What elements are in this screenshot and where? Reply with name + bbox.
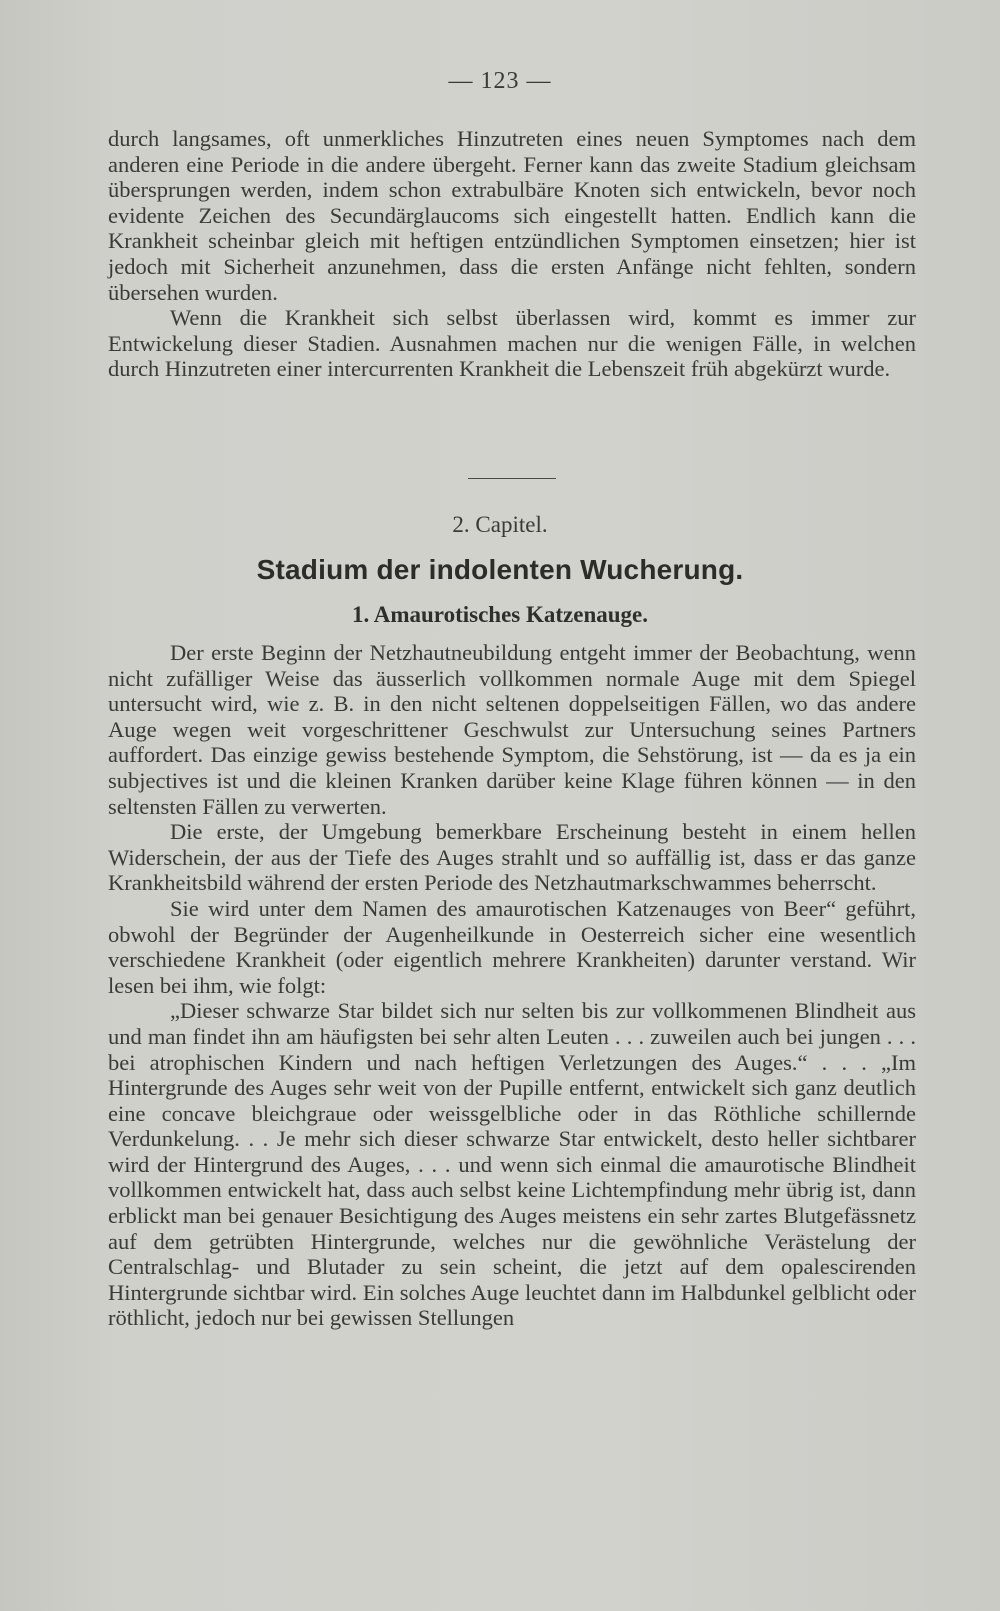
- page-number: — 123 —: [448, 68, 552, 94]
- section-text-block: [108, 640, 916, 1331]
- section-title: 1. Amaurotisches Katzenauge.: [351, 602, 648, 627]
- chapter-title: Stadium der indolenten Wucherung.: [256, 554, 744, 585]
- paragraph-stages: Wenn die Krankheit sich selbst überlassen wird, kommt es immer zur Entwickelung dieser Stadien. Ausnahmen machen nur die wenigen Fälle, in welchen durch Hinzutreten einer intercurrenten Krankheit die Lebenszeit früh abgekürzt wurde.: [108, 305, 916, 382]
- paragraph-first-onset: Der erste Beginn der Netzhautneubildung entgeht immer der Beobachtung, wenn nicht zufälliger Weise das äusserlich vollkommen normale Auge mit dem Spiegel untersucht wird, wie z. B. in den nicht seltenen doppelseitigen Fällen, wo das andere Auge wegen weit vorgeschrittener Geschwulst zur Untersuchung seines Partners auffordert. Das einzige gewiss bestehende Symptom, die Sehstörung, ist — da es ja ein subjectives ist und die kleinen Kranken darüber keine Klage führen können — in den seltensten Fällen zu verwerten.: [108, 640, 916, 819]
- chapter-number: 2. Capitel.: [452, 512, 548, 537]
- paragraph-first-sign: Die erste, der Umgebung bemerkbare Erscheinung besteht in einem hellen Widerschein, der aus der Tiefe des Auges strahlt und so auffällig ist, dass er das ganze Krankheitsbild während der ersten Periode des Netzhautmarkschwammes beherrscht.: [108, 819, 916, 896]
- paragraph-beer-name: Sie wird unter dem Namen des amaurotischen Katzenauges von Beer“ geführt, obwohl der Begründer der Augenheilkunde in Oesterreich sicher eine wesentlich verschiedene Krankheit (oder eigentlich mehrere Krankheiten) darunter verstand. Wir lesen bei ihm, wie folgt:: [108, 895, 916, 998]
- paragraph-continued: durch langsames, oft unmerkliches Hinzutreten eines neuen Symptomes nach dem anderen eine Periode in die andere übergeht. Ferner kann das zweite Stadium gleichsam übersprungen werden, indem schon extrabulbäre Knoten sich entwickeln, bevor noch evidente Zeichen des Secundärglaucoms sich eingestellt hatten. Endlich kann die Krankheit scheinbar gleich mit heftigen entzündlichen Symptomen einsetzen; hier ist jedoch mit Sicherheit anzunehmen, dass die ersten Anfänge nicht fehlten, sondern übersehen wurden.: [108, 126, 916, 305]
- section-divider: [468, 478, 556, 479]
- intro-text-block: [108, 126, 916, 382]
- paragraph-beer-quote: „Dieser schwarze Star bildet sich nur selten bis zur vollkommenen Blindheit aus und man findet ihn am häufigsten bei sehr alten Leuten . . . zuweilen auch bei jungen . . . bei atrophischen Kindern und nach heftigen Verletzungen des Auges.“ . . . „Im Hintergrunde des Auges sehr weit von der Pupille entfernt, entwickelt sich ganz deutlich eine concave bleichgraue oder weissgelbliche oder in das Röthliche schillernde Verdunkelung. . . Je mehr sich dieser schwarze Star entwickelt, desto heller sichtbarer wird der Hintergrund des Auges, . . . und wenn sich einmal die amaurotische Blindheit vollkommen entwickelt hat, dass auch selbst keine Lichtempfindung mehr übrig ist, dann erblickt man bei genauer Besichtigung des Auges meistens ein sehr zartes Blutgefässnetz auf dem getrübten Hintergrunde, welches nur die gewöhnliche Verästelung der Centralschlag- und Blutader zu sein scheint, die jetzt auf dem opalescirenden Hintergrunde sichtbar wird. Ein solches Auge leuchtet dann im Halbdunkel gelblicht oder röthlicht, jedoch nur bei gewissen Stellungen: [108, 998, 916, 1331]
